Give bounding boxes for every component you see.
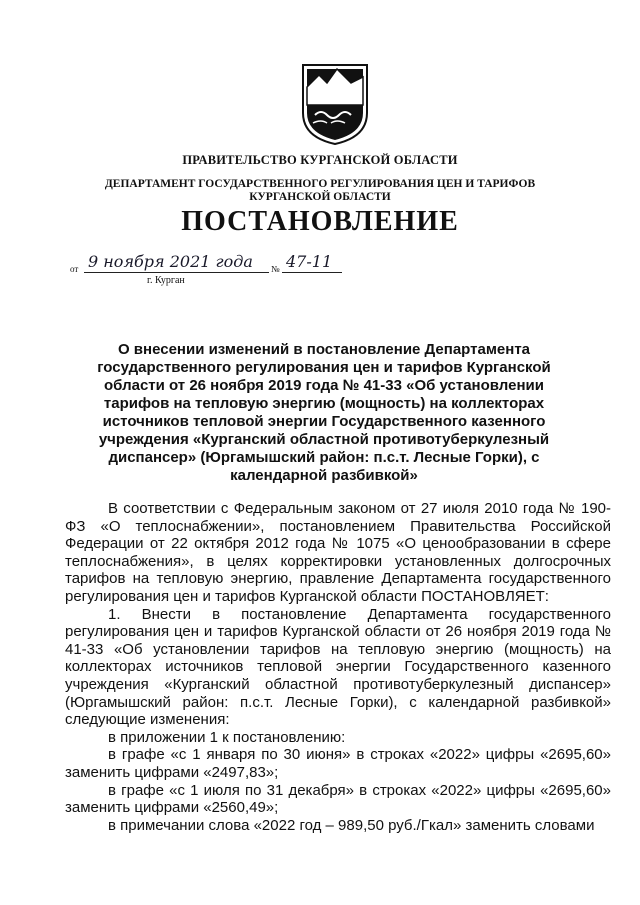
paragraph-change-1: в графе «с 1 января по 30 июня» в строках «2022» цифры «2695,60» заменить цифрами «2497,83»; — [65, 746, 611, 781]
paragraph-appendix: в приложении 1 к постановлению: — [108, 728, 346, 746]
department-name: ДЕПАРТАМЕНТ ГОСУДАРСТВЕННОГО РЕГУЛИРОВАНИЯ ЦЕН И ТАРИФОВ КУРГАНСКОЙ ОБЛАСТИ — [104, 178, 536, 203]
paragraph-change-2: в графе «с 1 июля по 31 декабря» в строках «2022» цифры «2695,60» заменить цифрами «2560,49»; — [65, 781, 611, 817]
date-underline — [84, 272, 269, 273]
number-label: № — [271, 264, 280, 274]
paragraph-preamble: В соответствии с Федеральным законом от 27 июля 2010 года № 190-ФЗ «О теплоснабжении», постановлением Правительства Российской Федерации от 22 октября 2012 года № 1075 «О ценообразовании в сфере теплоснабжения», в целях корректировки установленных долгосрочных тарифов на тепловую энергию, правление Департамента государственного регулирования цен и тарифов Курганской области ПОСТАНОВЛЯЕТ: — [65, 500, 611, 605]
government-name: ПРАВИТЕЛЬСТВО КУРГАНСКОЙ ОБЛАСТИ — [182, 153, 458, 167]
subject-heading: О внесении изменений в постановление Департамента государственного регулирования цен и тарифов Курганской области от 26 ноября 2019 года № 41-33 «Об установлении тарифов на тепловую энергию (мощность) на коллекторах источников тепловой энергии Государственного казенного учреждения «Курганский областной противотуберкулезный диспансер» (Юргамышский район: п.с.т. Лесные Горки), с календарной разбивкой» — [97, 341, 551, 484]
dateline — [70, 252, 370, 276]
date-from-label: от — [70, 264, 79, 274]
body-text — [65, 500, 611, 834]
paragraph-change-3: в примечании слова «2022 год – 989,50 руб./Гкал» заменить словами — [108, 816, 595, 834]
handwritten-number: 47-11 — [286, 252, 333, 271]
city-label: г. Курган — [147, 275, 185, 286]
number-underline — [282, 272, 342, 273]
document-type-title: ПОСТАНОВЛЕНИЕ — [181, 206, 459, 237]
handwritten-date: 9 ноября 2021 года — [88, 252, 253, 271]
coat-of-arms-emblem — [301, 63, 369, 146]
paragraph-item-1: 1. Внести в постановление Департамента государственного регулирования цен и тарифов Курганской области от 26 ноября 2019 года № 41-33 «Об установлении тарифов на тепловую энергию (мощность) на коллекторах источников тепловой энергии Государственного казенного учреждения «Курганский областной противотуберкулезный диспансер» (Юргамышский район: п.с.т. Лесные Горки), с календарной разбивкой» следующие изменения: — [65, 605, 611, 729]
